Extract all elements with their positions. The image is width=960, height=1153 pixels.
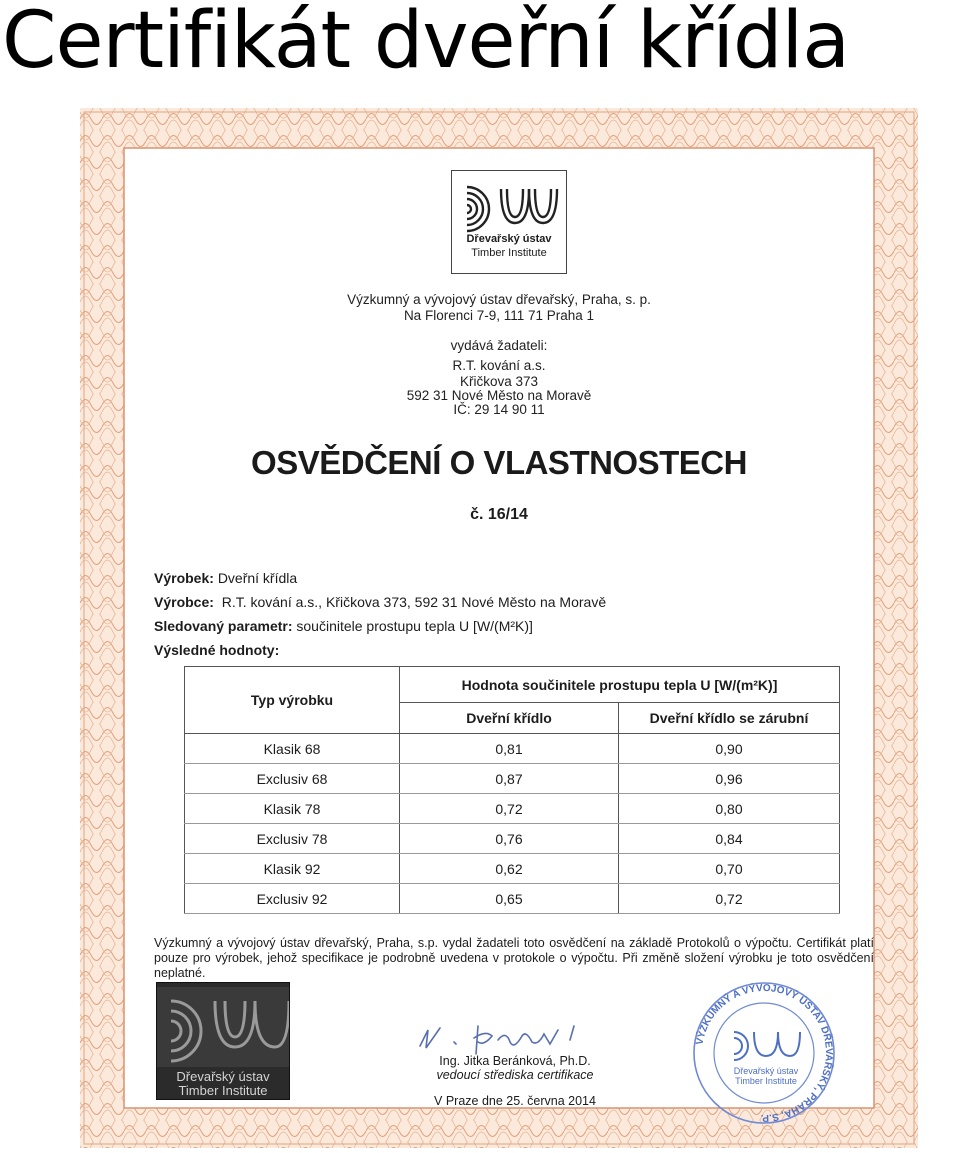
hologram-text-en: Timber Institute	[178, 1083, 268, 1098]
applicant-intro: vydává žadateli:	[450, 338, 548, 353]
certificate-number: č. 16/14	[470, 506, 528, 523]
field-maker-value: R.T. kování a.s., Křičkova 373, 592 31 Nové Město na Moravě	[221, 594, 607, 610]
logo-text-en: Timber Institute	[471, 247, 547, 259]
applicant-street: Křičkova 373	[459, 374, 539, 389]
issuer-name: Výzkumný a vývojový ústav dřevařský, Praha, s. p.	[347, 292, 651, 307]
applicant-city: 592 31 Nové Město na Moravě	[406, 388, 592, 403]
field-parameter	[154, 618, 533, 634]
col-leaf-header: Dveřní křídlo	[400, 703, 619, 734]
cell-leaf-frame: 0,90	[619, 734, 840, 764]
cell-leaf: 0,65	[400, 884, 619, 914]
certificate-page	[130, 154, 874, 1124]
certificate-heading: OSVĚDČENÍ O VLASTNOSTECH	[251, 444, 747, 481]
institute-logo	[451, 170, 567, 274]
field-product-value: Dveřní křídla	[217, 570, 298, 586]
table-header-row	[185, 667, 840, 703]
field-product	[154, 570, 297, 586]
field-maker-label: Výrobce:	[154, 594, 214, 610]
cell-leaf-frame: 0,96	[619, 764, 840, 794]
cell-leaf: 0,62	[400, 854, 619, 884]
table-body	[185, 734, 840, 914]
cell-leaf-frame: 0,70	[619, 854, 840, 884]
cell-type: Exclusiv 68	[185, 764, 400, 794]
validity-statement: Výzkumný a vývojový ústav dřevařský, Praha, s.p. vydal žadateli toto osvědčení na základě Protokolů o výpočtu. Certifikát platí pouze pro výrobek, jehož specifikace je podrobně uvedena v protokole o výpočtu. Při změně složení výrobku je toto osvědčení neplatné.	[154, 936, 874, 980]
certificate-scan	[80, 108, 918, 1148]
stamp-ring-text: VÝZKUMNÝ A VÝVOJOVÝ ÚSTAV DŘEVAŘSKÝ, PRAHA, S.P.	[694, 982, 835, 1124]
col-type-header: Typ výrobku	[185, 667, 400, 734]
field-parameter-label: Sledovaný parametr:	[154, 618, 293, 634]
cell-leaf: 0,81	[400, 734, 619, 764]
applicant-name: R.T. kování a.s.	[452, 358, 546, 373]
cell-leaf: 0,87	[400, 764, 619, 794]
table-row	[185, 854, 840, 884]
results-table	[184, 666, 840, 914]
table-row	[185, 884, 840, 914]
col-leaf-frame-header: Dveřní křídlo se zárubní	[619, 703, 840, 734]
signatory-name: Ing. Jitka Beránková, Ph.D.	[439, 1054, 591, 1068]
col-group-header: Hodnota součinitele prostupu tepla U [W/(m²K)]	[400, 667, 840, 703]
institute-stamp	[684, 980, 844, 1126]
cell-leaf: 0,76	[400, 824, 619, 854]
stamp-text-cz: Dřevařský ústav	[733, 1066, 799, 1076]
issuer-address: Na Florenci 7-9, 111 71 Praha 1	[403, 308, 595, 323]
applicant-id: IČ: 29 14 90 11	[453, 402, 545, 417]
table-row	[185, 794, 840, 824]
field-results	[154, 642, 279, 658]
field-maker	[154, 594, 606, 610]
table-row	[185, 764, 840, 794]
cell-leaf: 0,72	[400, 794, 619, 824]
signatory-role: vedoucí střediska certifikace	[436, 1068, 594, 1082]
slide-title: Certifikát dveřní křídla	[2, 0, 850, 86]
cell-type: Klasik 78	[185, 794, 400, 824]
cell-leaf-frame: 0,84	[619, 824, 840, 854]
hologram-seal	[156, 982, 290, 1100]
cell-leaf-frame: 0,72	[619, 884, 840, 914]
hologram-logo-icon	[157, 987, 289, 1067]
cell-type: Klasik 68	[185, 734, 400, 764]
table-row	[185, 824, 840, 854]
cell-leaf-frame: 0,80	[619, 794, 840, 824]
cell-type: Exclusiv 92	[185, 884, 400, 914]
timber-institute-logo-icon	[453, 173, 565, 237]
cell-type: Klasik 92	[185, 854, 400, 884]
stamp-text-en: Timber Institute	[735, 1076, 797, 1086]
table-row	[185, 734, 840, 764]
place-and-date: V Praze dne 25. června 2014	[434, 1094, 596, 1108]
hologram-text-cz: Dřevařský ústav	[176, 1069, 270, 1084]
field-parameter-value: součinitele prostupu tepla U [W/(M²K)]	[296, 618, 533, 634]
field-product-label: Výrobek:	[154, 570, 214, 586]
logo-text-cz: Dřevařský ústav	[466, 233, 552, 245]
field-results-label: Výsledné hodnoty:	[154, 642, 280, 658]
cell-type: Exclusiv 78	[185, 824, 400, 854]
